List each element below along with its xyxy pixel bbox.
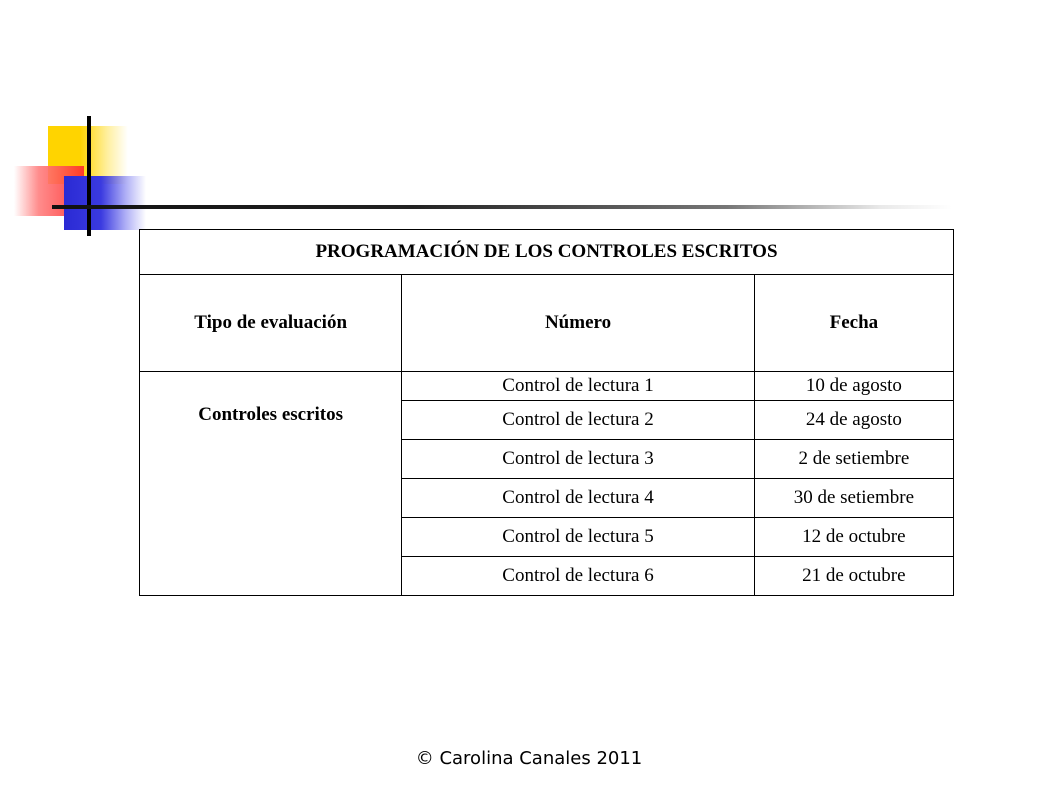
table-title-row [140,230,954,275]
schedule-table-container [139,229,954,596]
fecha-cell: 21 de octubre [754,557,953,596]
fecha-cell: 12 de octubre [754,518,953,557]
numero-cell: Control de lectura 3 [402,440,754,479]
table-header-row [140,275,954,372]
schedule-table [139,229,954,596]
horizontal-rule-decoration [52,205,952,209]
group-label-cell: Controles escritos [140,372,402,596]
header-fecha: Fecha [754,275,953,372]
fecha-cell: 2 de setiembre [754,440,953,479]
numero-cell: Control de lectura 6 [402,557,754,596]
header-tipo-evaluacion: Tipo de evaluación [140,275,402,372]
table-title: PROGRAMACIÓN DE LOS CONTROLES ESCRITOS [140,230,954,275]
fecha-cell: 24 de agosto [754,401,953,440]
table-row [140,372,954,401]
vertical-line-decoration [87,116,91,236]
numero-cell: Control de lectura 5 [402,518,754,557]
blue-square-decoration [64,176,146,230]
fecha-cell: 30 de setiembre [754,479,953,518]
numero-cell: Control de lectura 2 [402,401,754,440]
header-numero: Número [402,275,754,372]
slide-decoration [0,0,1058,240]
numero-cell: Control de lectura 4 [402,479,754,518]
fecha-cell: 10 de agosto [754,372,953,401]
numero-cell: Control de lectura 1 [402,372,754,401]
copyright-footer: © Carolina Canales 2011 [415,748,643,769]
